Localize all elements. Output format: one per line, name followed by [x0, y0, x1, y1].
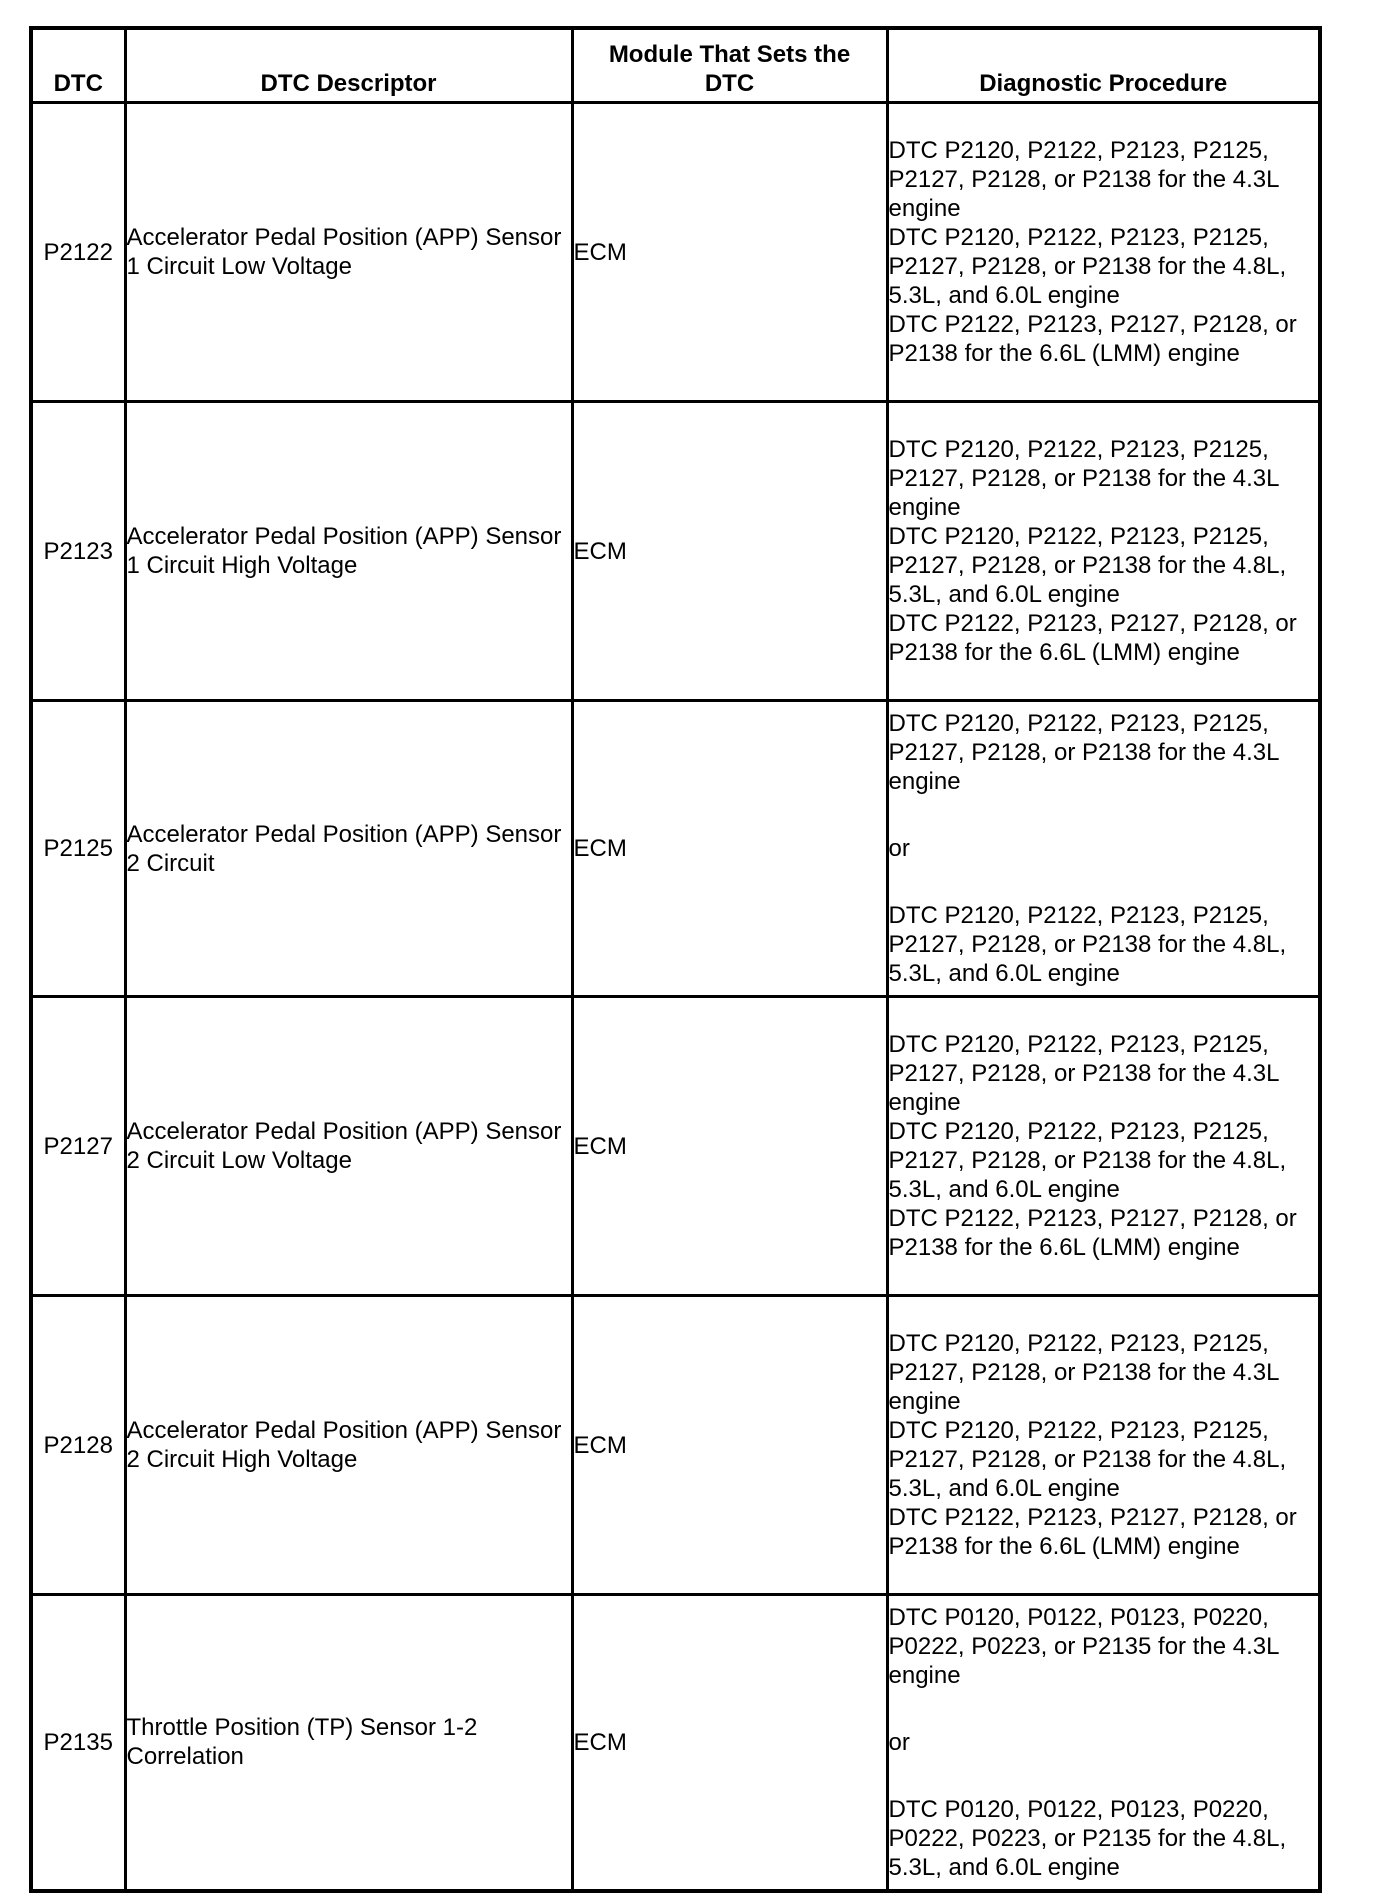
procedure-separator: or	[888, 1728, 910, 1756]
diagnostic-procedure	[887, 701, 1320, 997]
table-row	[31, 103, 1320, 402]
table-row	[31, 997, 1320, 1296]
header-module: Module That Sets the DTC	[572, 28, 887, 103]
table-row	[31, 402, 1320, 701]
procedure-link[interactable]: DTC P2120, P2122, P2123, P2125, P2127, P2128, or P2138 for the 4.8L, 5.3L, and 6.0L engine	[888, 1417, 1287, 1502]
dtc-module: ECM	[572, 1296, 887, 1595]
diagnostic-procedure	[887, 997, 1320, 1296]
header-dtc: DTC	[31, 28, 125, 103]
procedure-link[interactable]: DTC P2120, P2122, P2123, P2125, P2127, P2128, or P2138 for the 4.3L engine	[888, 137, 1279, 222]
procedure-link[interactable]: DTC P0120, P0122, P0123, P0220, P0222, P0223, or P2135 for the 4.3L engine	[888, 1603, 1279, 1689]
dtc-descriptor: Accelerator Pedal Position (APP) Sensor 2 Circuit High Voltage	[125, 1296, 572, 1595]
procedure-link[interactable]: DTC P2120, P2122, P2123, P2125, P2127, P2128, or P2138 for the 4.8L, 5.3L, and 6.0L engine	[888, 224, 1287, 309]
procedure-link[interactable]: DTC P2122, P2123, P2127, P2128, or P2138 for the 6.6L (LMM) engine	[888, 1504, 1297, 1560]
procedure-link[interactable]: DTC P2122, P2123, P2127, P2128, or P2138 for the 6.6L (LMM) engine	[888, 311, 1297, 367]
dtc-table	[29, 26, 1322, 1893]
dtc-module: ECM	[572, 402, 887, 701]
header-row	[31, 28, 1320, 103]
dtc-descriptor: Accelerator Pedal Position (APP) Sensor 2 Circuit	[125, 701, 572, 997]
dtc-code: P2135	[31, 1595, 125, 1891]
procedure-link[interactable]: DTC P2120, P2122, P2123, P2125, P2127, P2128, or P2138 for the 4.8L, 5.3L, and 6.0L engine	[888, 902, 1287, 987]
header-procedure: Diagnostic Procedure	[887, 28, 1320, 103]
procedure-link[interactable]: DTC P2120, P2122, P2123, P2125, P2127, P2128, or P2138 for the 4.8L, 5.3L, and 6.0L engine	[888, 523, 1287, 608]
dtc-code: P2122	[31, 103, 125, 402]
procedure-link[interactable]: DTC P2120, P2122, P2123, P2125, P2127, P2128, or P2138 for the 4.3L engine	[888, 710, 1279, 795]
dtc-module: ECM	[572, 1595, 887, 1891]
dtc-descriptor: Throttle Position (TP) Sensor 1-2 Correlation	[125, 1595, 572, 1891]
dtc-module: ECM	[572, 997, 887, 1296]
procedure-link[interactable]: DTC P2122, P2123, P2127, P2128, or P2138 for the 6.6L (LMM) engine	[888, 610, 1297, 666]
diagnostic-procedure	[887, 1296, 1320, 1595]
dtc-descriptor: Accelerator Pedal Position (APP) Sensor 1 Circuit High Voltage	[125, 402, 572, 701]
diagnostic-procedure	[887, 402, 1320, 701]
table-row	[31, 1595, 1320, 1891]
dtc-module: ECM	[572, 103, 887, 402]
dtc-code: P2127	[31, 997, 125, 1296]
procedure-separator: or	[888, 835, 910, 862]
procedure-link[interactable]: DTC P2120, P2122, P2123, P2125, P2127, P2128, or P2138 for the 4.3L engine	[888, 1031, 1279, 1116]
dtc-descriptor: Accelerator Pedal Position (APP) Sensor 2 Circuit Low Voltage	[125, 997, 572, 1296]
table-row	[31, 701, 1320, 997]
procedure-link[interactable]: DTC P0120, P0122, P0123, P0220, P0222, P0223, or P2135 for the 4.8L, 5.3L, and 6.0L engine	[888, 1795, 1287, 1881]
dtc-module: ECM	[572, 701, 887, 997]
procedure-link[interactable]: DTC P2120, P2122, P2123, P2125, P2127, P2128, or P2138 for the 4.8L, 5.3L, and 6.0L engine	[888, 1118, 1287, 1203]
dtc-code: P2125	[31, 701, 125, 997]
procedure-link[interactable]: DTC P2120, P2122, P2123, P2125, P2127, P2128, or P2138 for the 4.3L engine	[888, 436, 1279, 521]
dtc-descriptor: Accelerator Pedal Position (APP) Sensor 1 Circuit Low Voltage	[125, 103, 572, 402]
diagnostic-procedure	[887, 103, 1320, 402]
dtc-code: P2128	[31, 1296, 125, 1595]
procedure-link[interactable]: DTC P2120, P2122, P2123, P2125, P2127, P2128, or P2138 for the 4.3L engine	[888, 1330, 1279, 1415]
diagnostic-procedure	[887, 1595, 1320, 1891]
header-descriptor: DTC Descriptor	[125, 28, 572, 103]
procedure-link[interactable]: DTC P2122, P2123, P2127, P2128, or P2138 for the 6.6L (LMM) engine	[888, 1205, 1297, 1261]
dtc-code: P2123	[31, 402, 125, 701]
table-row	[31, 1296, 1320, 1595]
